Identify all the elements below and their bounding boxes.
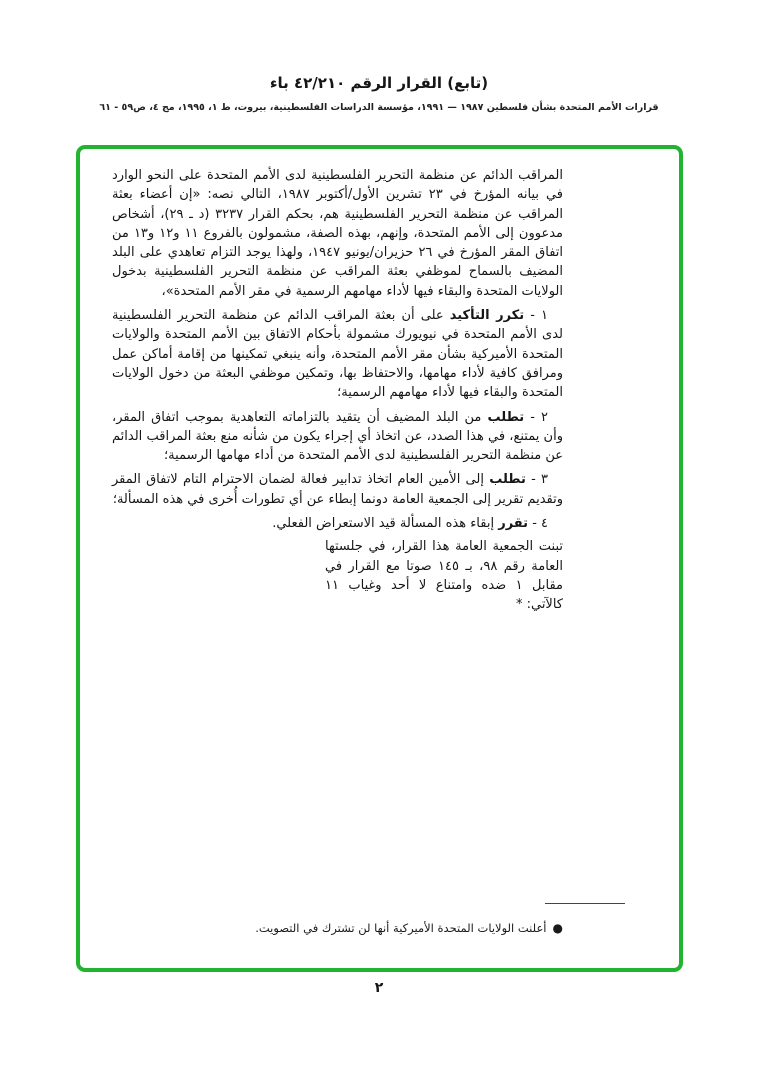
footnote-text: أعلنت الولايات المتحدة الأميركية أنها لن تشترك في التصويت. [255,921,547,935]
adoption-text: تبنت الجمعية العامة هذا القرار، في جلستها العامة رقم ٩٨، بـ ١٤٥ صوتا مع القرار في مقابل ١ ضده وامتناع لا أحد وغياب ١١ كالآتي: * [325,539,563,613]
source-citation: قرارات الأمم المتحدة بشأن فلسطين ١٩٨٧ — ١٩٩١، مؤسسة الدراسات الفلسطينية، بيروت، ط ١، ١٩٩٥، مج ٤، ص٥٩ - ٦١ [99,102,659,113]
item-number: ٤ - [532,516,548,532]
page-number: ٢ [374,980,384,996]
resolution-title: (تابع) القرار الرقم ٤٢/٢١٠ باء [269,74,489,92]
operative-paragraph-1 [112,306,563,402]
item-number: ٣ - [531,472,548,488]
item-text: إلى الأمين العام اتخاذ تدابير فعالة لضمان الاحترام التام لاتفاق المقر وتقديم تقرير إلى الجمعية العامة دونما إبطاء عن أي تطورات أُخرى في هذه المسألة؛ [112,472,563,507]
document-header [0,74,758,113]
resolution-text [112,166,563,618]
operative-paragraph-2 [112,408,563,466]
item-text: من البلد المضيف أن يتقيد بالتزاماته التعاهدية بموجب اتفاق المقر، وأن يمتنع، في هذا الصدد، عن اتخاذ أي إجراء يكون من شأنه منع بعثة المراقب الدائم عن منظمة التحرير الفلسطينية لدى الأمم المتحدة من أداء مهامها الرسمية؛ [112,409,563,464]
operative-paragraph-4 [112,514,563,533]
adoption-note [325,537,563,614]
item-lead: تكرر التأكيد [449,308,525,324]
operative-paragraph-3 [112,470,563,509]
footnote-separator [545,903,625,904]
item-text: إبقاء هذه المسألة قيد الاستعراض الفعلي. [272,516,495,532]
preamble-text: المراقب الدائم عن منظمة التحرير الفلسطينية لدى الأمم المتحدة على النحو الوارد في بيانه المؤرخ في ٢٣ تشرين الأول/أكتوبر ١٩٨٧، التالي نصه: «إن أعضاء بعثة المراقب عن منظمة التحرير الفلسطينية هم، بحكم القرار ٣٢٣٧ (د ـ ٢٩)، أشخاص مدعوون إلى الأمم المتحدة، وإنهم، بهذه الصفة، مشمولون بالفروع ١١ و١٢ و١٣ من اتفاق المقر المؤرخ في ٢٦ حزيران/يونيو ١٩٤٧، ولهذا يوجد التزام تعاهدي على البلد المضيف بالسماح لموظفي بعثة المراقب عن منظمة التحرير الفلسطينية بدخول الولايات المتحدة والبقاء فيها لأداء مهامهم الرسمية في مقر الأمم المتحدة»، [112,168,563,299]
item-lead: تقرر [498,516,529,532]
item-text: على أن بعثة المراقب الدائم عن منظمة التحرير الفلسطينية لدى الأمم المتحدة في نيويورك مشمولة بأحكام الاتفاق بين الأمم المتحدة والولايات المتحدة الأميركية بشأن مقر الأمم المتحدة، وأنه ينبغي تمكينها من إقامة أماكن عمل ومرافق كافية لأداء مهامها، والاحتفاظ بها، وتمكين موظفي البعثة من دخول الولايات المتحدة والبقاء فيها لأداء مهامهم الرسمية؛ [112,308,563,401]
item-lead: تطلب [489,472,526,488]
item-lead: تطلب [487,409,525,425]
footnote-bullet-icon: ● [552,921,563,935]
item-number: ١ - [530,308,548,324]
preamble-paragraph [112,166,563,301]
footnote [140,920,563,936]
item-number: ٢ - [530,409,549,425]
highlight-box [76,145,683,972]
